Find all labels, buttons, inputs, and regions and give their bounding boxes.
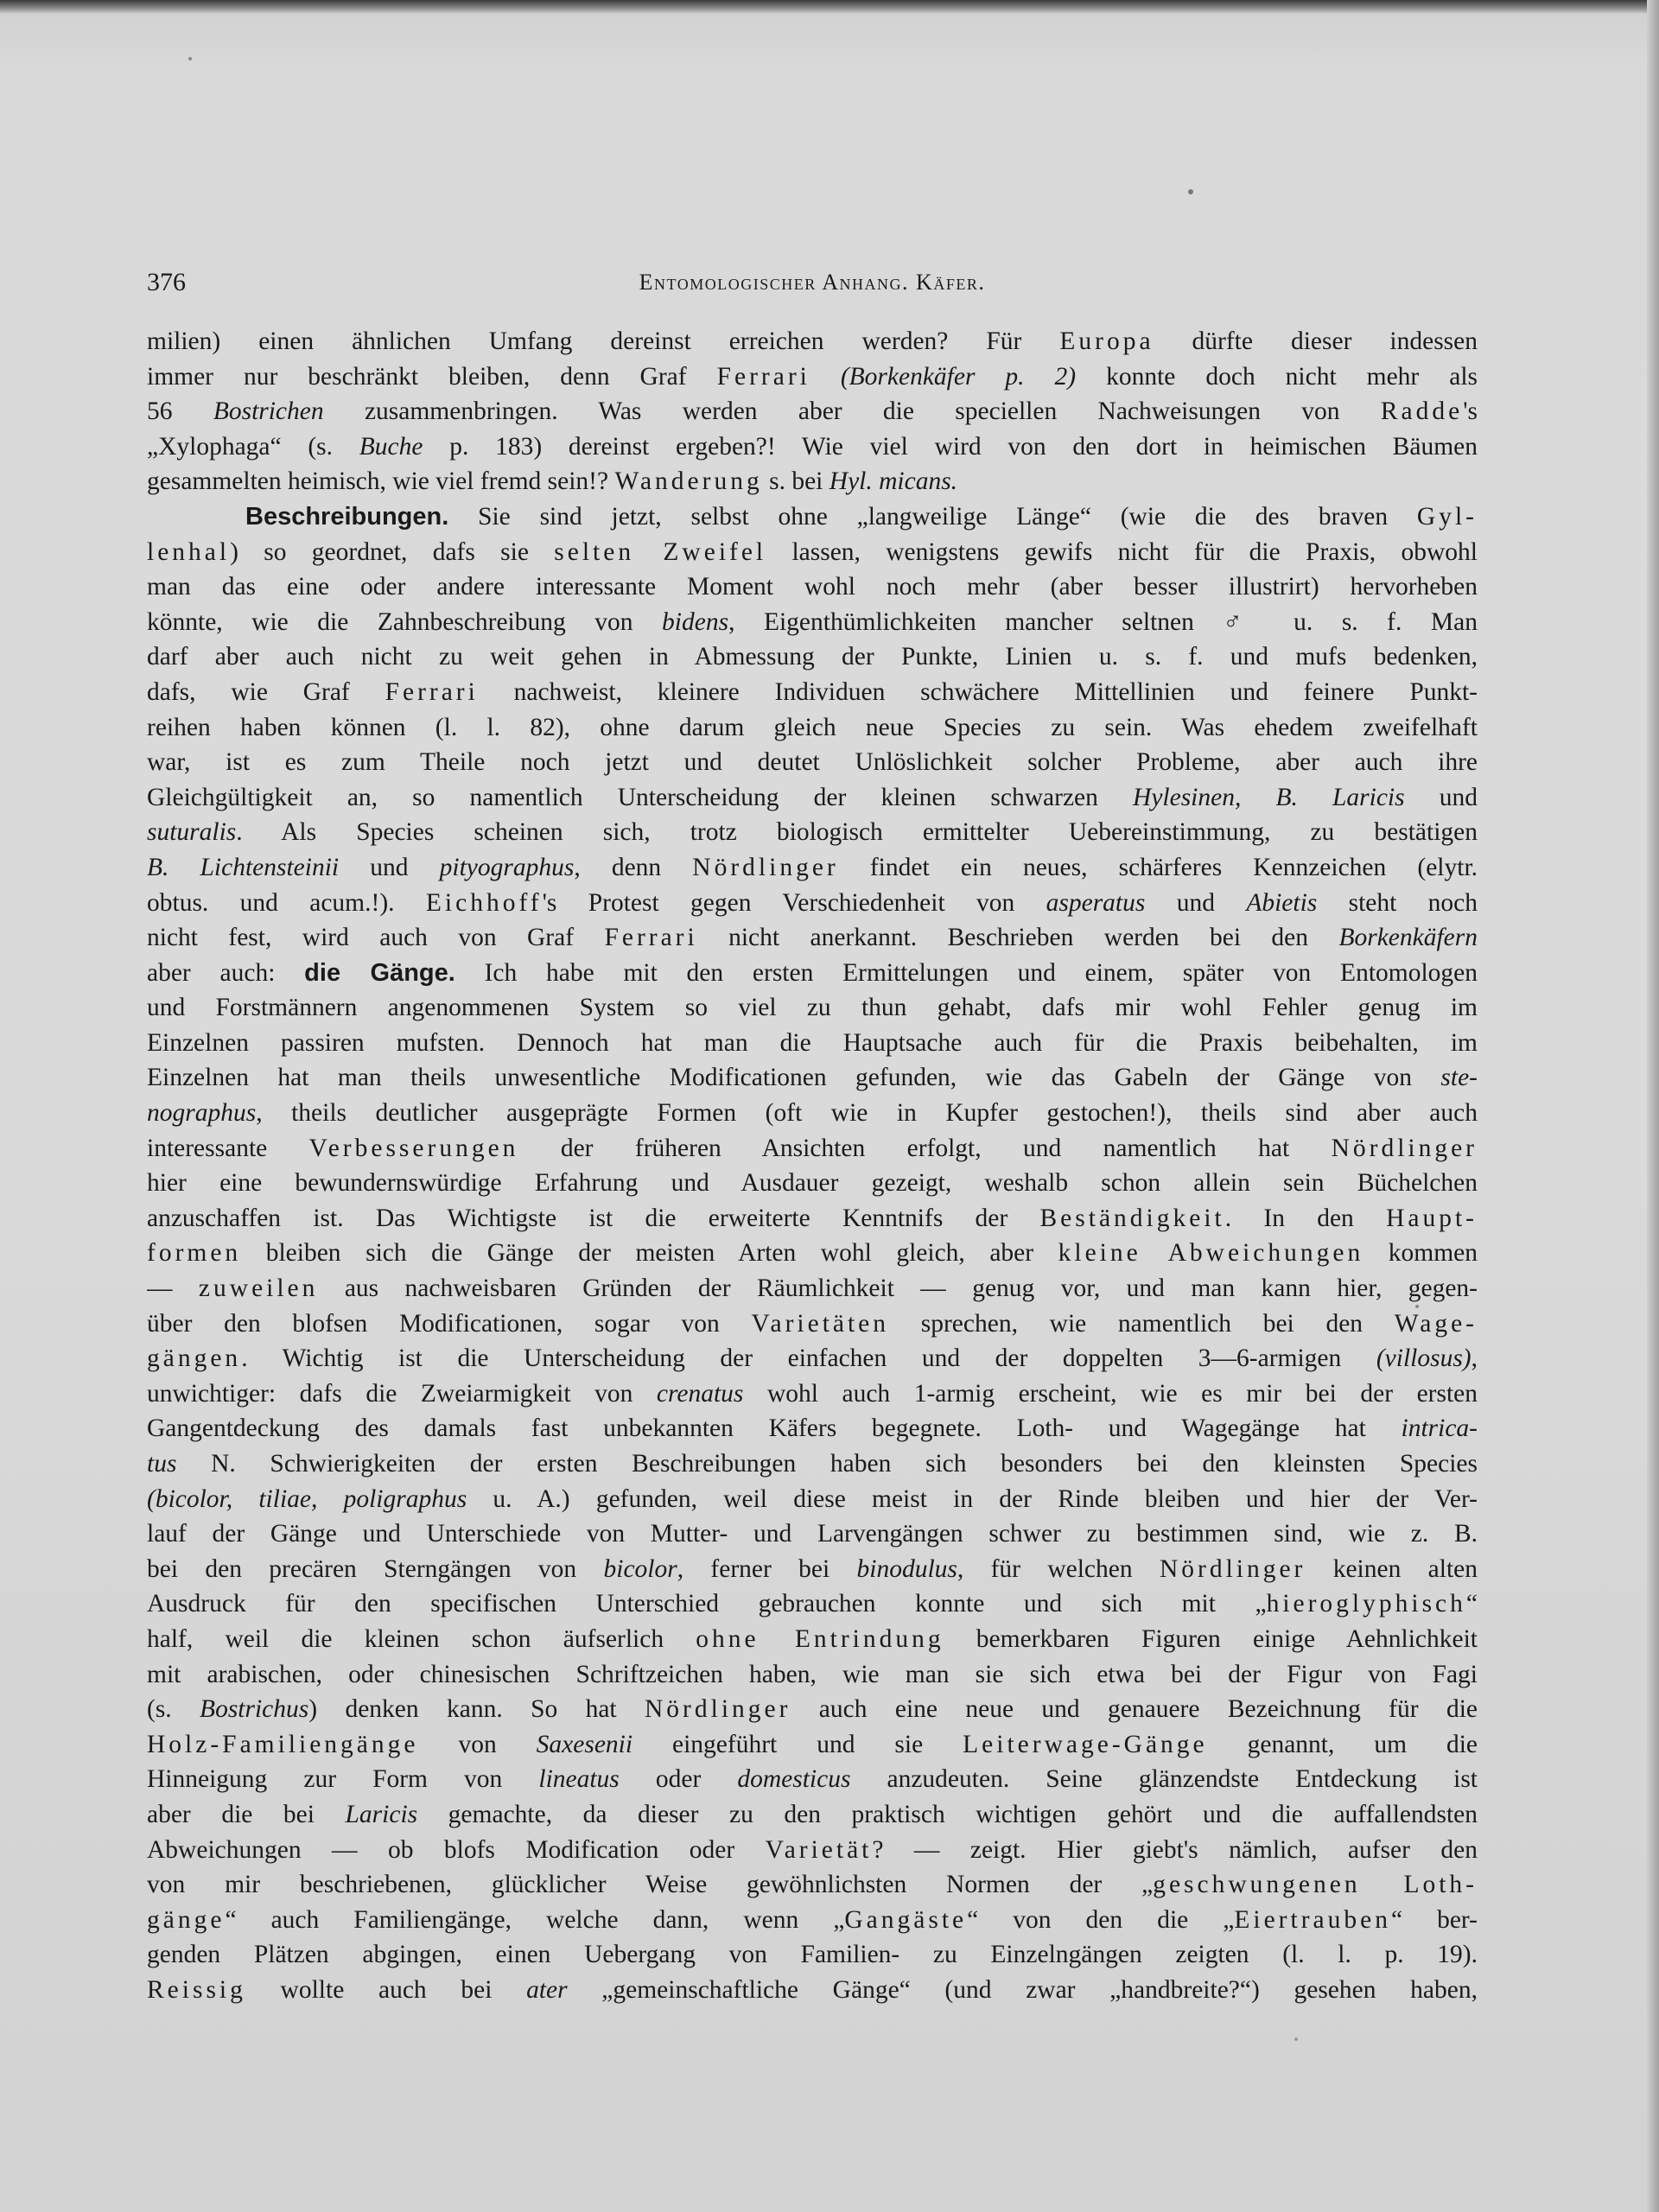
- text-run: Sie sind jetzt, selbst ohne „langweilige Länge“ (wie die des braven: [448, 502, 1417, 531]
- spaced-term: selten Zweifel: [554, 537, 767, 566]
- italic-term: Buche: [359, 432, 423, 461]
- spaced-term: geschwungenen Loth-: [1153, 1871, 1478, 1899]
- text-run: und: [1404, 783, 1478, 811]
- text-run: nachweist, kleinere Individuen schwächere Mittellinien und feinere Punkt-: [478, 677, 1478, 706]
- spaced-term: ohne Entrindung: [696, 1624, 944, 1653]
- spaced-term: gängen: [147, 1344, 242, 1373]
- text-run: , ferner bei: [677, 1554, 857, 1583]
- text-run: und Forstmännern angenommenen System so viel zu thun gehabt, dafs mir wohl Fehler genug im: [147, 994, 1478, 1022]
- text-run: Hinneigung zur Form von: [147, 1765, 539, 1794]
- text-run: dafs, wie Graf: [147, 677, 385, 706]
- italic-term: bidens: [662, 607, 729, 636]
- text-line: [147, 359, 1478, 395]
- text-line: [147, 1586, 1478, 1622]
- text-run: ) so geordnet, dafs sie: [230, 537, 555, 566]
- text-line: [147, 1867, 1478, 1903]
- text-line: [147, 1692, 1478, 1727]
- spaced-term: Gyl-: [1416, 502, 1478, 531]
- text-run: unwichtiger: dafs die Zweiarmigkeit von: [147, 1379, 657, 1408]
- spaced-term: kleine Abweichungen: [1058, 1239, 1364, 1268]
- text-run: von: [418, 1730, 537, 1758]
- text-line: [147, 1657, 1478, 1693]
- page-right-edge-shadow: [1647, 0, 1659, 2212]
- text-run: genannt, um die: [1207, 1730, 1478, 1758]
- spaced-term: Ferrari: [716, 362, 810, 391]
- text-line: [147, 569, 1478, 605]
- text-run: von mir beschriebenen, glücklicher Weise gewöhnlichsten Normen der „: [147, 1871, 1154, 1899]
- text-run: “ auch Familiengänge, welche dann, wenn „: [225, 1905, 845, 1934]
- text-run: aber auch:: [147, 958, 305, 987]
- text-run: bei den precären Sterngängen von: [147, 1554, 604, 1583]
- text-run: man das eine oder andere interessante Moment wohl noch mehr (aber besser illustrirt) hervorheben: [147, 573, 1478, 601]
- spaced-term: hieroglyphisch: [1266, 1590, 1466, 1618]
- text-run: sprechen, wie namentlich bei den: [889, 1309, 1395, 1338]
- text-run: ) denken kann. So hat: [308, 1695, 645, 1724]
- text-line: [147, 1306, 1478, 1342]
- text-run: . Wichtig ist die Unterscheidung der einfachen und der doppelten 3—6-armigen: [241, 1344, 1376, 1373]
- text-run: immer nur beschränkt bleiben, denn Graf: [147, 362, 717, 391]
- italic-term: Hyl. micans.: [829, 467, 958, 496]
- text-run: aus nachweisbaren Gründen der Räumlichkeit — genug vor, und man kann hier, gegen-: [318, 1274, 1478, 1303]
- text-line: [147, 1236, 1478, 1271]
- running-head: Entomologischer Anhang. Käfer.: [639, 270, 986, 295]
- italic-term: lineatus: [538, 1765, 620, 1794]
- text-run: wollte auch bei: [245, 1975, 527, 2004]
- text-run: milien) einen ähnlichen Umfang dereinst erreichen werden? Für: [147, 327, 1060, 355]
- text-line: [147, 1026, 1478, 1061]
- spaced-term: Varietät: [765, 1835, 873, 1864]
- text-run: “ ber-: [1390, 1905, 1478, 1934]
- text-line: [147, 956, 1478, 991]
- text-run: —: [147, 1274, 199, 1303]
- text-run: lauf der Gänge und Unterschiede von Mutter- und Larvengängen schwer zu bestimmen sind, wie z. B.: [147, 1520, 1478, 1548]
- italic-term: asperatus: [1046, 888, 1146, 917]
- text-run: Ausdruck für den specifischen Unterschied gebrauchen konnte und sich mit „: [147, 1590, 1267, 1618]
- text-run: „Xylophaga“ (s.: [147, 432, 359, 461]
- text-run: 's: [1463, 397, 1478, 426]
- spaced-term: Ferrari: [604, 924, 698, 952]
- text-line: [147, 464, 1478, 499]
- text-run: lassen, wenigstens gewifs nicht für die Praxis, obwohl: [766, 537, 1478, 566]
- text-run: , denn: [574, 853, 693, 881]
- spaced-term: Nördlinger: [1159, 1554, 1306, 1583]
- text-run: zusammenbringen. Was werden aber die speciellen Nachweisungen von: [323, 397, 1381, 426]
- text-run: der früheren Ansichten erfolgt, und namentlich hat: [518, 1134, 1332, 1162]
- text-run: keinen alten: [1306, 1554, 1478, 1583]
- text-line: [147, 1762, 1478, 1797]
- italic-term: Abietis: [1246, 888, 1318, 917]
- text-line: [147, 710, 1478, 746]
- italic-term: Borkenkäfern: [1338, 924, 1478, 952]
- text-run: ? — zeigt. Hier giebt's nämlich, aufser den: [872, 1835, 1478, 1864]
- page-top-edge-shadow: [0, 0, 1659, 14]
- text-line: [147, 1411, 1478, 1446]
- italic-term: tus: [147, 1450, 177, 1478]
- text-run: wohl auch 1-armig erscheint, wie es mir bei der ersten: [743, 1379, 1478, 1408]
- text-line: [147, 324, 1478, 359]
- text-run: hier eine bewundernswürdige Erfahrung und Ausdauer gezeigt, weshalb schon allein sein Büchelchen: [147, 1169, 1478, 1198]
- text-run: 56: [147, 397, 213, 426]
- text-run: “: [1465, 1590, 1478, 1618]
- body-text: [147, 324, 1478, 2008]
- italic-term: Laricis: [345, 1800, 418, 1828]
- spaced-term: gänge: [147, 1905, 226, 1934]
- text-line: [147, 920, 1478, 956]
- text-run: nicht anerkannt. Beschrieben werden bei den: [697, 924, 1339, 952]
- text-run: , Eigenthümlichkeiten mancher seltnen ♂ u. s. f. Man: [728, 607, 1478, 636]
- text-line: [147, 499, 1478, 535]
- text-run: nicht fest, wird auch von Graf: [147, 924, 605, 952]
- text-line: [147, 1797, 1478, 1833]
- text-run: “ von den die „: [967, 1905, 1235, 1934]
- spaced-term: Beständigkeit: [1039, 1204, 1225, 1232]
- text-run: interessante: [147, 1134, 309, 1162]
- italic-term: domesticus: [737, 1765, 851, 1794]
- spaced-term: Haupt-: [1386, 1204, 1478, 1232]
- text-run: mit arabischen, oder chinesischen Schriftzeichen haben, wie man sie sich etwa bei der Figur von Fagi: [147, 1660, 1478, 1688]
- text-run: obtus. und acum.!).: [147, 888, 426, 917]
- spaced-term: Reissig: [147, 1975, 246, 2004]
- text-run: Abweichungen — ob blofs Modification oder: [147, 1835, 766, 1864]
- text-run: oder: [619, 1765, 738, 1794]
- italic-term: crenatus: [656, 1379, 744, 1408]
- text-line: [147, 1482, 1478, 1517]
- spaced-term: Verbesserungen: [308, 1134, 519, 1162]
- text-line: [147, 605, 1478, 640]
- text-line: [147, 780, 1478, 816]
- section-keyword: die Gänge.: [304, 958, 455, 987]
- text-run: (s.: [147, 1695, 200, 1724]
- text-run: N. Schwierigkeiten der ersten Beschreibungen haben sich besonders bei den kleinsten Species: [176, 1450, 1478, 1478]
- text-run: Einzelnen passiren mufsten. Dennoch hat man die Hauptsache auch für die Praxis beibehalten, im: [147, 1028, 1478, 1057]
- spaced-term: Leiterwage-Gänge: [963, 1730, 1208, 1758]
- text-run: über den blofsen Modificationen, sogar von: [147, 1309, 752, 1338]
- italic-term: nographus: [147, 1099, 257, 1128]
- text-line: [147, 886, 1478, 921]
- spaced-term: formen: [147, 1239, 242, 1268]
- text-line: [147, 1727, 1478, 1763]
- text-line: [147, 1201, 1478, 1236]
- text-line: [147, 1833, 1478, 1868]
- italic-term: (bicolor, tiliae, poligraphus: [147, 1484, 467, 1513]
- text-run: war, ist es zum Theile noch jetzt und deutet Unlöslichkeit solcher Probleme, aber auch ihre: [147, 748, 1478, 777]
- text-line: [147, 1973, 1478, 2008]
- text-line: [147, 1096, 1478, 1131]
- text-line: [147, 1376, 1478, 1412]
- text-line: [147, 1937, 1478, 1973]
- text-run: , für welchen: [957, 1554, 1160, 1583]
- text-run: Einzelnen hat man theils unwesentliche Modificationen gefunden, wie das Gabeln der Gänge von: [147, 1064, 1441, 1092]
- text-line: [147, 639, 1478, 675]
- text-line: [147, 1271, 1478, 1306]
- text-run: darf aber auch nicht zu weit gehen in Abmessung der Punkte, Linien u. s. f. und mufs bedenken,: [147, 643, 1478, 671]
- spaced-term: Varietäten: [751, 1309, 890, 1338]
- italic-term: suturalis: [147, 818, 237, 847]
- italic-term: ste-: [1440, 1064, 1478, 1092]
- text-run: gesammelten heimisch, wie viel fremd sein!?: [147, 467, 615, 496]
- spaced-term: Wage-: [1394, 1309, 1478, 1338]
- text-run: anzuschaffen ist. Das Wichtigste ist die erweiterte Kenntnifs der: [147, 1204, 1040, 1232]
- italic-term: Bostrichus: [200, 1695, 309, 1724]
- text-run: half, weil die kleinen schon äufserlich: [147, 1624, 696, 1653]
- text-run: kommen: [1363, 1239, 1478, 1268]
- text-run: u. A.) gefunden, weil diese meist in der Rinde bleiben und hier der Ver-: [467, 1484, 1478, 1513]
- text-run: bemerkbaren Figuren einige Aehnlichkeit: [944, 1624, 1478, 1653]
- spaced-term: Europa: [1059, 327, 1154, 355]
- text-run: und: [1145, 888, 1247, 917]
- text-line: [147, 1341, 1478, 1376]
- italic-term: (villosus): [1376, 1344, 1471, 1373]
- text-run: findet ein neues, schärferes Kennzeichen (elytr.: [838, 853, 1478, 881]
- text-line: [147, 850, 1478, 886]
- text-run: reihen haben können (l. l. 82), ohne darum gleich neue Species zu sein. Was ehedem zweifelhaft: [147, 713, 1478, 741]
- text-run: Ich habe mit den ersten Ermittelungen und einem, später von Entomologen: [454, 958, 1478, 987]
- text-run: 's Protest gegen Verschiedenheit von: [542, 888, 1046, 917]
- text-line: [147, 394, 1478, 429]
- text-line: [147, 1060, 1478, 1096]
- text-line: [147, 675, 1478, 710]
- text-run: Gleichgültigkeit an, so namentlich Unterscheidung der kleinen schwarzen: [147, 783, 1134, 811]
- italic-term: binodulus: [856, 1554, 957, 1583]
- spaced-term: Nördlinger: [1331, 1134, 1478, 1162]
- italic-term: Saxesenii: [536, 1730, 633, 1758]
- spaced-term: Nördlinger: [645, 1695, 791, 1724]
- italic-term: (Borkenkäfer p. 2): [840, 362, 1077, 391]
- spaced-term: Nördlinger: [692, 853, 839, 881]
- section-keyword: Beschreibungen.: [245, 502, 449, 531]
- text-line: [147, 535, 1478, 570]
- spaced-term: Eiertrauben: [1234, 1905, 1391, 1934]
- text-line: [147, 1903, 1478, 1938]
- text-run: „gemeinschaftliche Gänge“ (und zwar „handbreite?“) gesehen haben,: [567, 1975, 1478, 2004]
- text-run: genden Plätzen abgingen, einen Uebergang von Familien- zu Einzelngängen zeigten (l. l. p. 19).: [147, 1941, 1478, 1969]
- spaced-term: Holz-Familiengänge: [147, 1730, 419, 1758]
- italic-term: ater: [526, 1975, 568, 2004]
- text-run: steht noch: [1317, 888, 1478, 917]
- text-line: [147, 429, 1478, 465]
- italic-term: B. Lichtensteinii: [147, 853, 340, 881]
- italic-term: pityographus: [439, 853, 575, 881]
- spaced-term: Wanderung: [614, 467, 763, 496]
- page-number: 376: [147, 268, 186, 296]
- text-run: könnte, wie die Zahnbeschreibung von: [147, 607, 663, 636]
- text-run: dürfte dieser indessen: [1154, 327, 1478, 355]
- text-line: [147, 1166, 1478, 1201]
- text-run: ,: [1471, 1344, 1478, 1373]
- text-run: s. bei: [762, 467, 830, 496]
- italic-term: Bostrichen: [213, 397, 324, 426]
- text-run: konnte doch nicht mehr als: [1076, 362, 1478, 391]
- text-run: Gangentdeckung des damals fast unbekannten Käfers begegnete. Loth- und Wagegänge hat: [147, 1414, 1402, 1443]
- text-run: bleiben sich die Gänge der meisten Arten wohl gleich, aber: [241, 1239, 1058, 1268]
- italic-term: intrica-: [1401, 1414, 1478, 1443]
- text-run: aber die bei: [147, 1800, 346, 1828]
- text-run: anzudeuten. Seine glänzendste Entdeckung ist: [850, 1765, 1478, 1794]
- text-run: gemachte, da dieser zu den praktisch wichtigen gehört und die auffallendsten: [417, 1800, 1478, 1828]
- text-run: . Als Species scheinen sich, trotz biologisch ermittelter Uebereinstimmung, zu bestätigen: [236, 818, 1478, 847]
- text-line: [147, 1552, 1478, 1587]
- spaced-term: zuweilen: [198, 1274, 319, 1303]
- text-line: [147, 1622, 1478, 1657]
- spaced-term: Radde: [1380, 397, 1464, 426]
- spaced-term: Eichhoff: [425, 888, 543, 917]
- spaced-term: Gangäste: [844, 1905, 968, 1934]
- text-run: , theils deutlicher ausgeprägte Formen (oft wie in Kupfer gestochen!), theils sind aber auch: [256, 1099, 1478, 1128]
- text-line: [147, 1131, 1478, 1166]
- italic-term: bicolor: [603, 1554, 677, 1583]
- text-line: [147, 1516, 1478, 1552]
- page-header: [147, 268, 1478, 302]
- text-run: auch eine neue und genauere Bezeichnung für die: [791, 1695, 1478, 1724]
- text-run: . In den: [1224, 1204, 1387, 1232]
- text-line: [147, 745, 1478, 780]
- italic-term: Hylesinen, B. Laricis: [1133, 783, 1405, 811]
- text-line: [147, 990, 1478, 1026]
- text-run: p. 183) dereinst ergeben?! Wie viel wird von den dort in heimischen Bäumen: [423, 432, 1478, 461]
- text-line: [147, 815, 1478, 850]
- text-run: eingeführt und sie: [632, 1730, 963, 1758]
- spaced-term: Ferrari: [385, 677, 479, 706]
- spaced-term: lenhal: [147, 537, 231, 566]
- text-line: [147, 1446, 1478, 1482]
- text-run: [810, 363, 841, 391]
- text-run: und: [339, 853, 440, 881]
